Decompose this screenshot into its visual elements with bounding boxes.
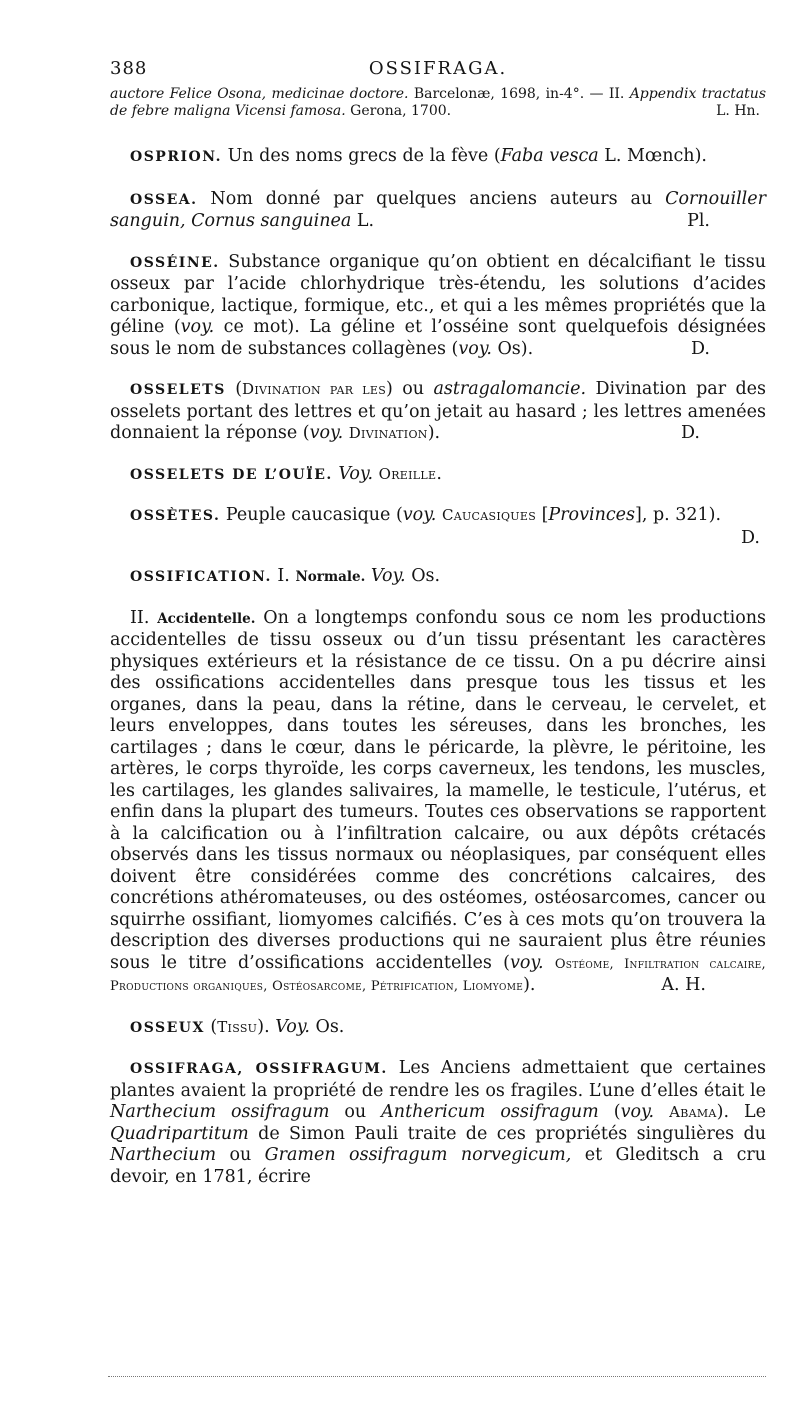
entry-ossea: OSSEA. Nom donné par quelques anciens auteurs au Cornouiller sanguin, Cornus sanguinea L. Pl.: [110, 188, 766, 231]
signature: D.: [741, 527, 760, 548]
signature: L. Hn.: [716, 103, 760, 119]
headword: OSSELETS: [130, 382, 226, 398]
entry-osseine: OSSÉINE. Substance organique qu’on obtient en décalcifiant le tissu osseux par l’acide chlorhydrique très-étendu, les solutions d’acides carbonique, lactique, formique, etc., et qui a les mêmes propriétés que la géline (voy. ce mot). La géline et l’osséine sont quelquefois désignées sous le nom de substances collagènes (voy. Os). D.: [110, 251, 766, 359]
entry-ossetes: OSSÈTES. Peuple caucasique (voy. Caucasiques [Provinces], p. 321). D.: [130, 505, 760, 548]
signature: Pl.: [687, 211, 710, 231]
headword: OSSELETS DE L’OUÏE.: [130, 466, 333, 483]
dictionary-page: [110, 58, 766, 1188]
entry-ossification: OSSIFICATION. I. Normale. Voy. Os.: [130, 566, 441, 586]
headword: OSSÈTES.: [130, 508, 221, 524]
footer-divider: [108, 1376, 766, 1377]
headword: OSSIFRAGA, OSSIFRAGUM.: [130, 1061, 388, 1077]
entry-osseux: OSSEUX (Tissu). Voy. Os.: [130, 1016, 345, 1037]
entry-ossifraga: OSSIFRAGA, OSSIFRAGUM. Les Anciens admettaient que certaines plantes avaient la propriété de rendre les os fragiles. L’une d’elles était le Narthecium ossifragum ou Anthericum ossifragum (voy. Abama). Le Quadripartitum de Simon Pauli traite de ces propriétés singulières du Narthecium ou Gramen ossifragum norvegicum, et Gleditsch a cru devoir, en 1781, écrire: [110, 1058, 767, 1187]
entry-osselets-ouie: OSSELETS DE L’OUÏE. Voy. Oreille.: [130, 463, 442, 484]
headword: OSSIFICATION.: [130, 569, 272, 585]
signature: A. H.: [661, 975, 706, 995]
running-title: OSSIFRAGA.: [368, 58, 508, 79]
entry-ossification-accidentelle: II. Accidentelle. On a longtemps confondu sous ce nom les productions accidentelles de tissu osseux ou d’un tissu présentant les caractères physiques extérieurs et la résistance de ce tissu. On a pu décrire ainsi des ossifications accidentelles dans presque tous les tissus et les organes, dans la peau, dans la rétine, dans le cerveau, le cervelet, et leurs enveloppes, dans toutes les séreuses, dans les bronches, les cartilages ; dans le cœur, dans le péricarde, la plèvre, le péritoine, les artères, le corps thyroïde, les corps caverneux, les tendons, les muscles, les cartilages, les glandes salivaires, la mamelle, le testicule, l’utérus, et enfin dans la plupart des tumeurs. Toutes ces observations se rapportent à la calcification ou à l’infiltration calcaire, ou aux dépôts crétacés observés dans les tissus normaux ou néoplasiques, par conséquent elles doivent être considérées comme des concrétions calcaires, des concrétions athéromateuses, ou des ostéomes, ostéosarcomes, cancer ou squirrhe ossifiant, liomyomes calcifiés. C’es à ces mots qu’on trouvera la description des diverses productions qui ne sauraient plus être réunies sous le titre d’ossifications accidentelles (voy. Ostéome, Infiltration calcaire, Productions organiques, Ostéosarcome, Pétrification, Liomyome). A. H.: [110, 607, 766, 995]
headword: OSSEUX: [130, 1019, 205, 1036]
entry-osselets: OSSELETS (Divination par les) ou astragalomancie. Divination par des osselets portant des lettres et qu’on jetait au hasard ; les lettres amenées donnaient la réponse (voy. Divination). D.: [110, 379, 766, 443]
headword: OSSEA.: [130, 191, 198, 208]
signature: D.: [681, 423, 700, 443]
page-header: [110, 58, 766, 86]
headword: OSSÉINE.: [130, 254, 220, 271]
page-number: 388: [110, 58, 148, 79]
entry-osprion: OSPRION. Un des noms grecs de la fève (Faba vesca L. Mœnch).: [130, 146, 707, 166]
headword: OSPRION.: [130, 149, 222, 165]
signature: D.: [691, 338, 710, 359]
continuation-text: auctore Felice Osona, medicinae doctore. Barcelonæ, 1698, in-4°. — II. Appendix tractatus de febre maligna Vicensi famosa. Gerona, 1700. L. Hn.: [110, 86, 767, 119]
